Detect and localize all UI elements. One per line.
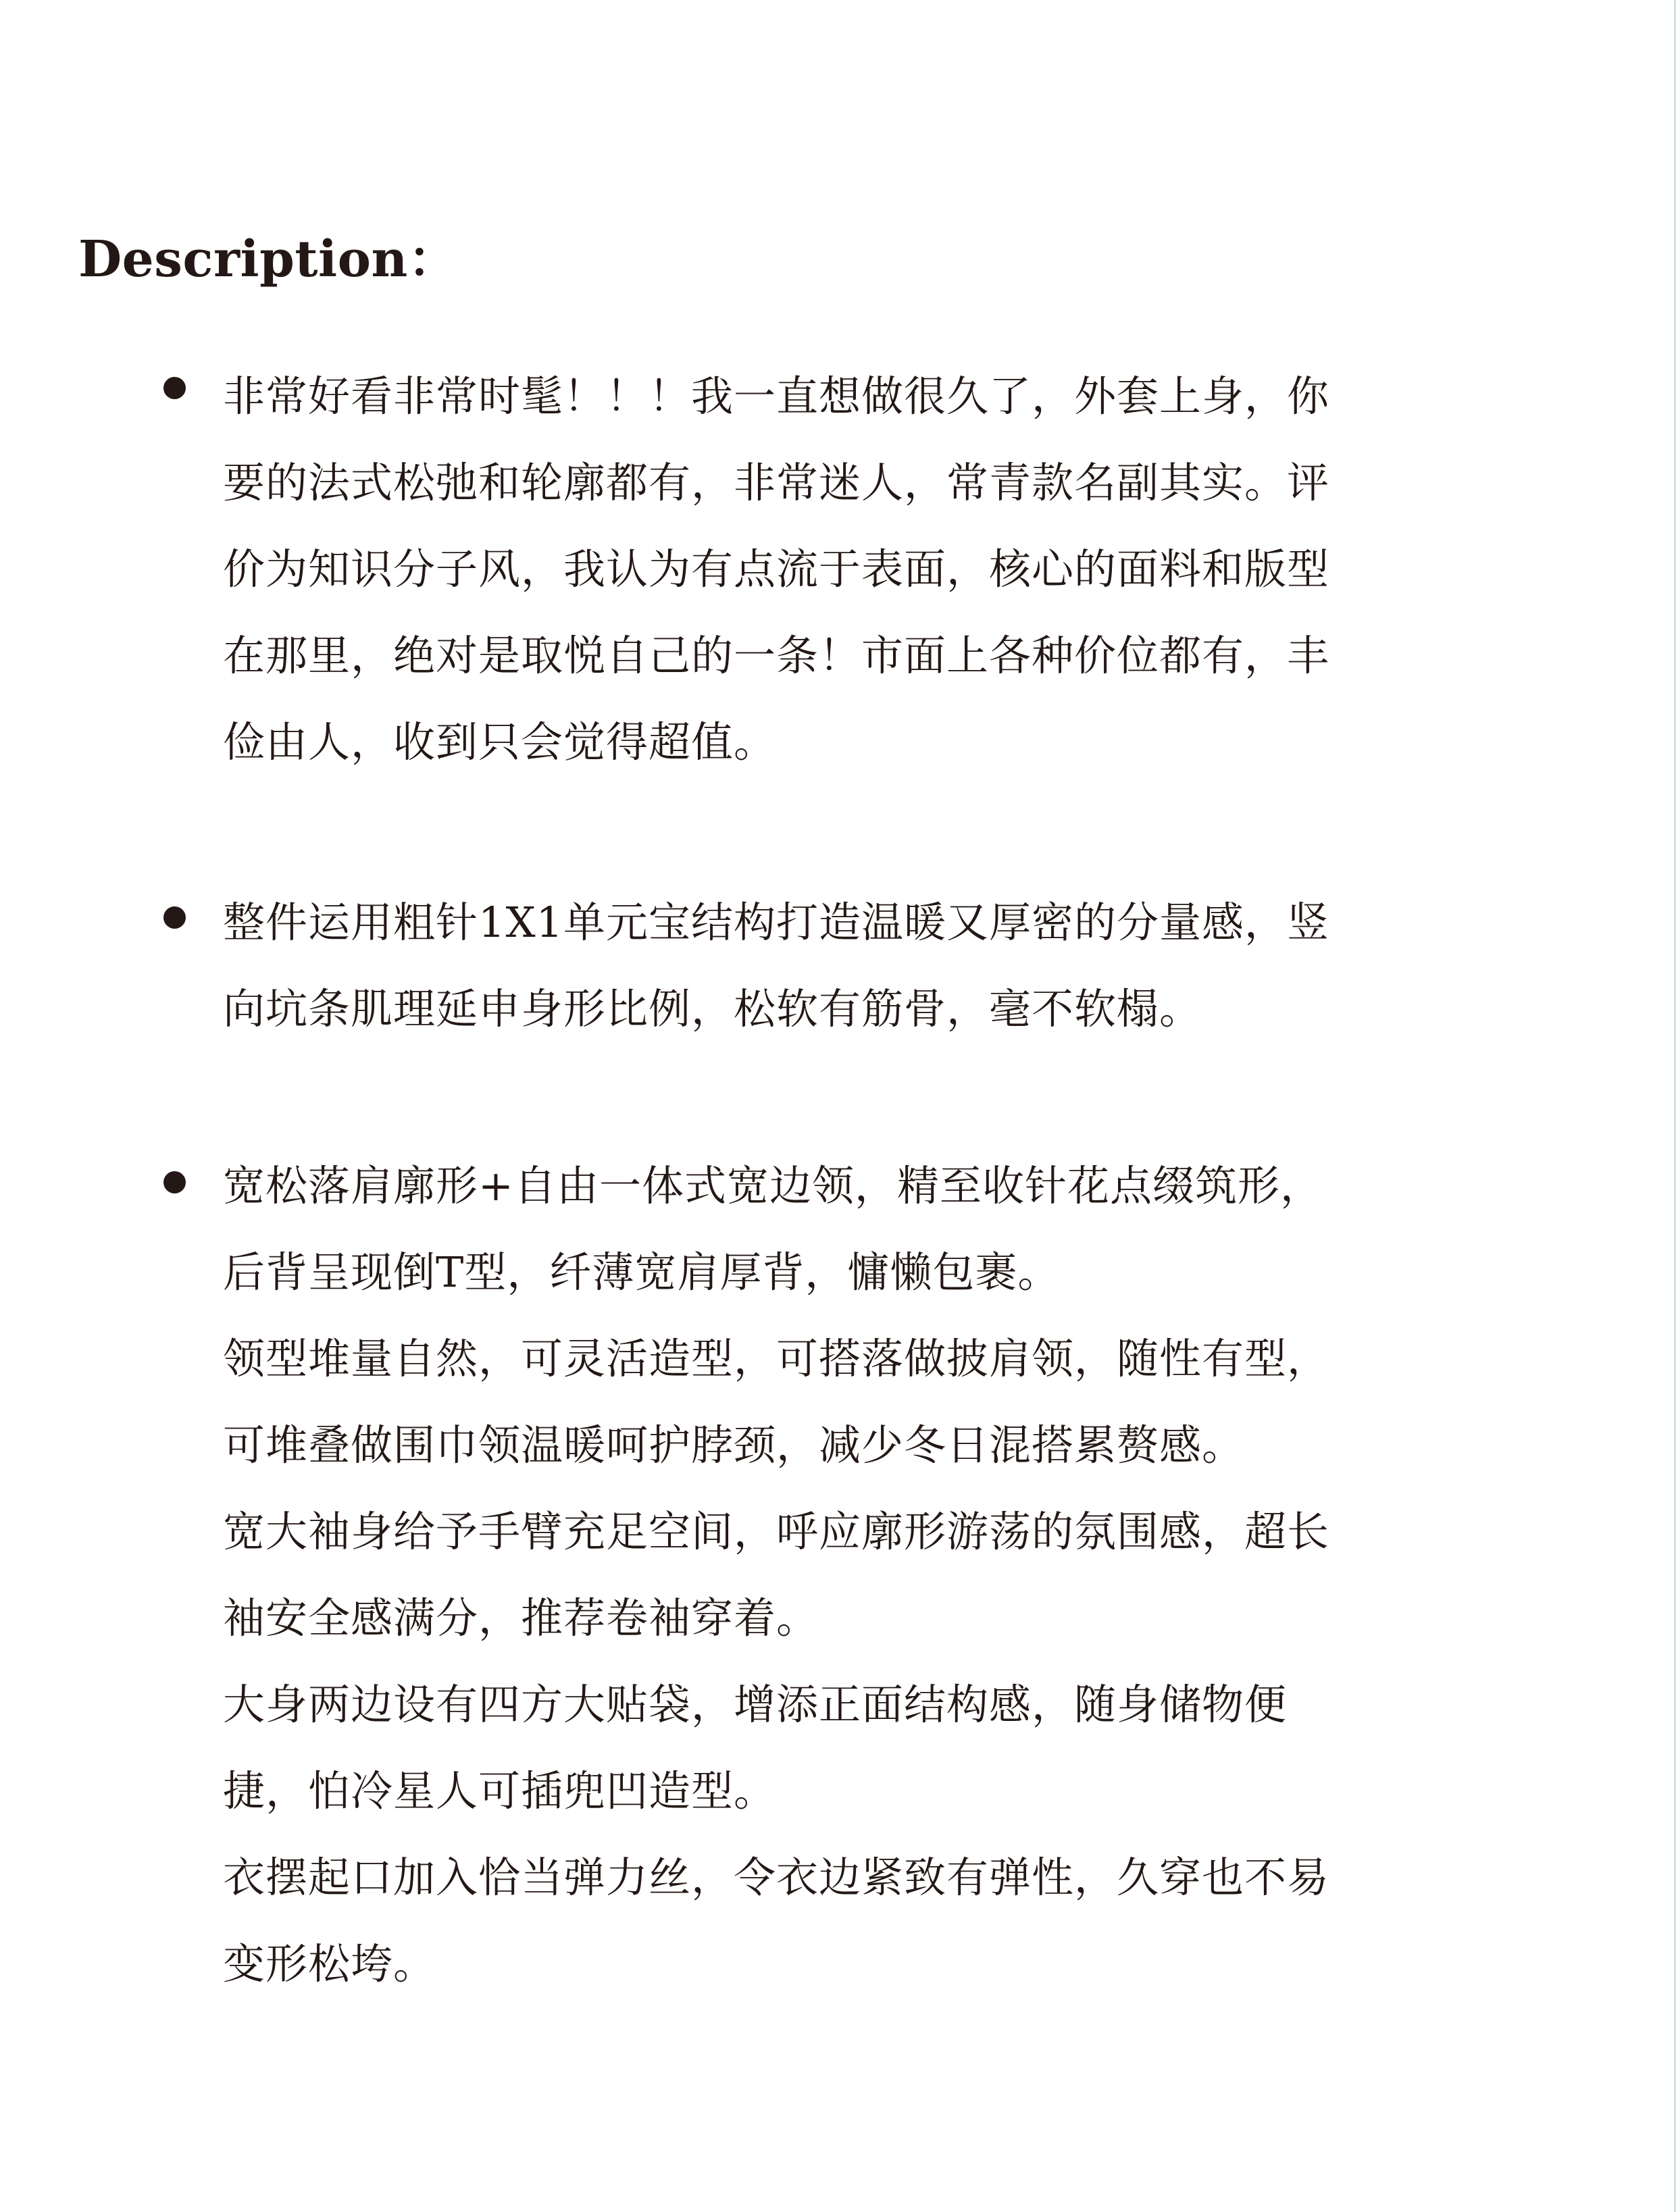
bullet-dot <box>163 377 186 399</box>
paragraph-line: 大身两边设有四方大贴袋，增添正面结构感，随身储物便 <box>223 1680 1288 1729</box>
paragraph-line: 要的法式松弛和轮廓都有，非常迷人，常青款名副其实。评 <box>223 458 1330 507</box>
bullet-dot <box>163 1171 186 1193</box>
paragraph-line: 在那里，绝对是取悦自己的一条！市面上各种价位都有，丰 <box>223 631 1330 680</box>
paragraph-line: 整件运用粗针1X1单元宝结构打造温暖又厚密的分量感，竖 <box>223 898 1330 947</box>
paragraph-line: 后背呈现倒T型，纤薄宽肩厚背，慵懒包裹。 <box>223 1248 1061 1297</box>
paragraph-line: 俭由人，收到只会觉得超值。 <box>223 717 777 767</box>
paragraph-line: 捷，怕冷星人可插兜凹造型。 <box>223 1766 777 1816</box>
paragraph-line: 衣摆起口加入恰当弹力丝，令衣边紧致有弹性，久穿也不易 <box>223 1853 1330 1902</box>
description-heading: Description： <box>78 230 459 288</box>
paragraph-line: 宽松落肩廓形+自由一体式宽边领，精至收针花点缀筑形， <box>223 1161 1323 1210</box>
bullet-dot <box>163 906 186 929</box>
paragraph-line: 宽大袖身给予手臂充足空间，呼应廓形游荡的氛围感，超长 <box>223 1507 1330 1556</box>
paragraph-line: 向坑条肌理延申身形比例，松软有筋骨，毫不软榻。 <box>223 984 1202 1033</box>
paragraph-line: 价为知识分子风，我认为有点流于表面，核心的面料和版型 <box>223 544 1330 594</box>
paragraph-line: 非常好看非常时髦！！！我一直想做很久了，外套上身，你 <box>223 371 1330 421</box>
paragraph-line: 袖安全感满分，推荐卷袖穿着。 <box>223 1593 819 1643</box>
paragraph-line: 可堆叠做围巾领温暖呵护脖颈，减少冬日混搭累赘感。 <box>223 1420 1245 1470</box>
paragraph-line: 变形松垮。 <box>223 1939 436 1988</box>
paragraph-line: 领型堆量自然，可灵活造型，可搭落做披肩领，随性有型， <box>223 1334 1330 1383</box>
